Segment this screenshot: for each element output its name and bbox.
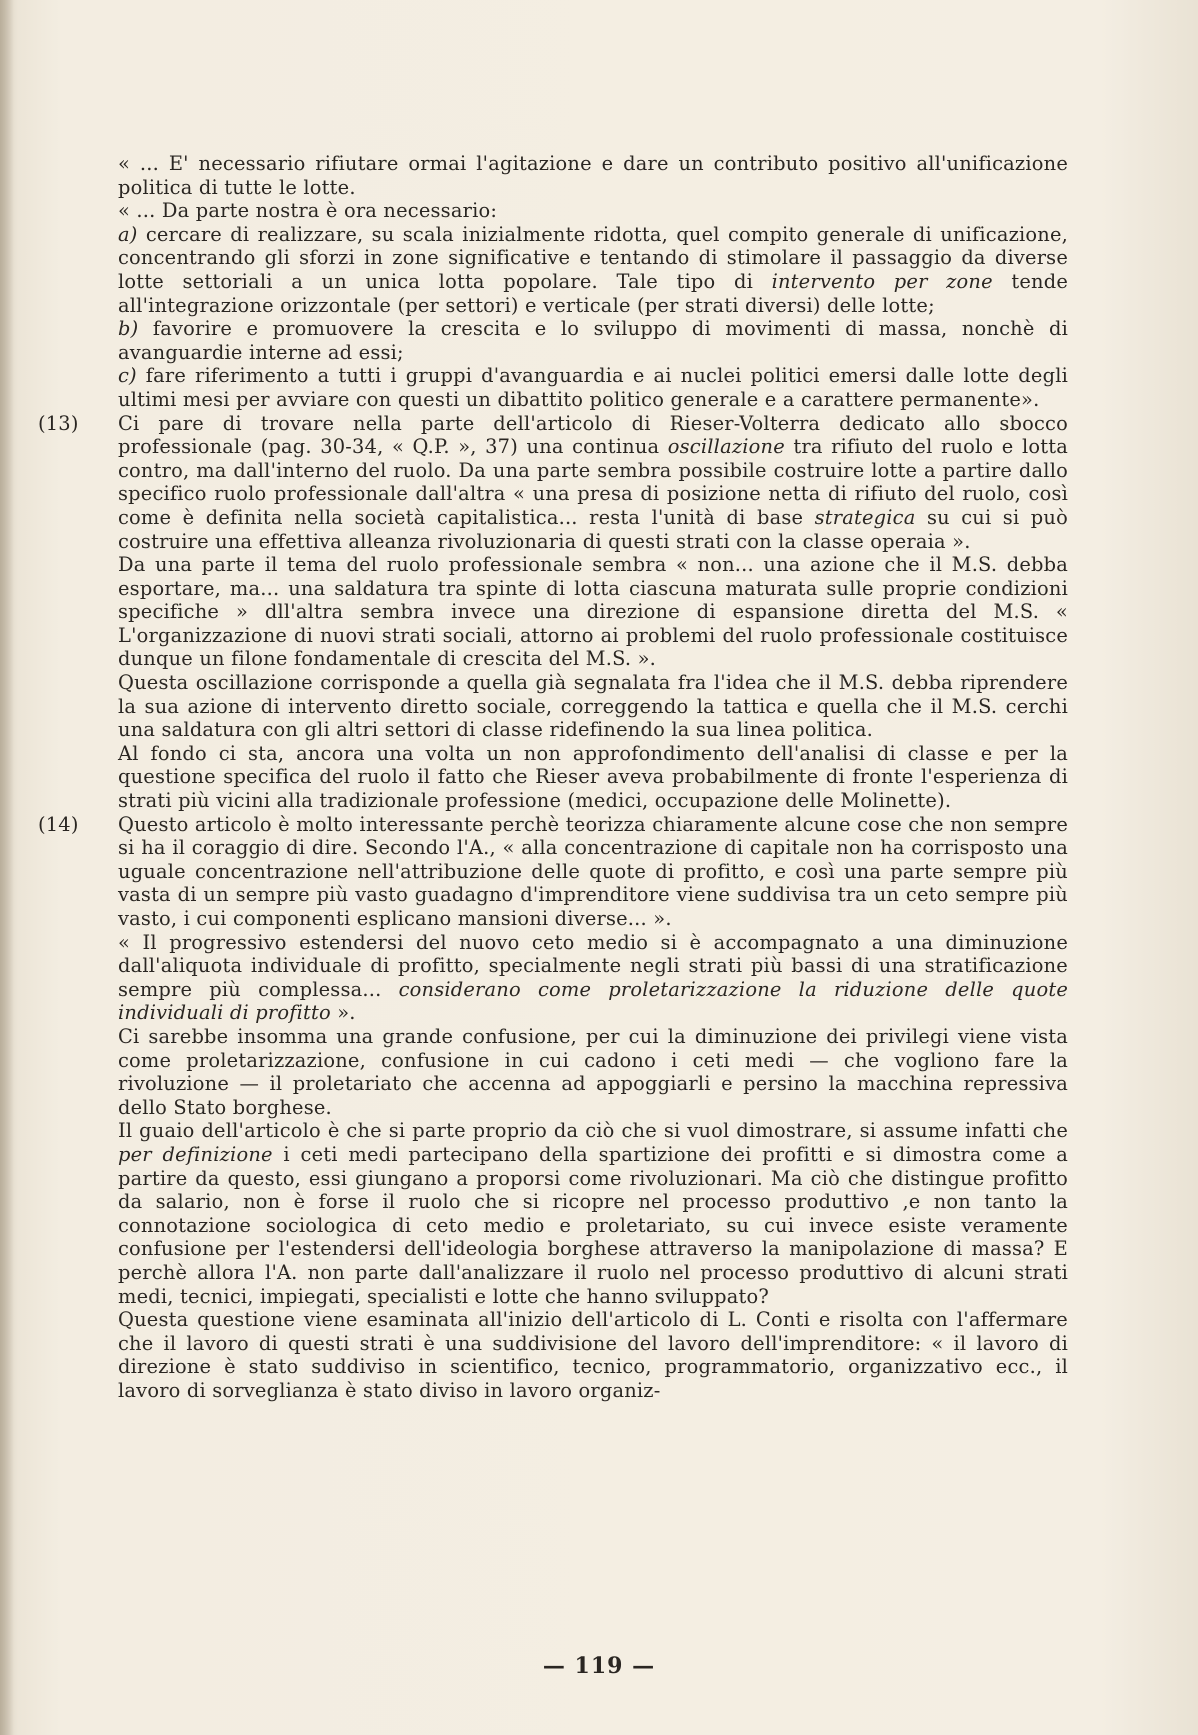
note-number: (13) <box>38 411 79 435</box>
italic-text: intervento per zone <box>771 269 993 293</box>
body-text <box>38 152 1069 1402</box>
note-14-paragraph-5 <box>118 1308 1068 1402</box>
list-text: tende all'integrazione orizzontale (per settori) e verticale (per strati diversi) delle lotte; <box>118 269 1069 317</box>
list-item-c <box>118 364 1068 411</box>
italic-text: considerano come proletarizzazione la riduzione delle quote individuali di profitto <box>118 977 1068 1025</box>
note-text: Questo articolo è molto interessante perchè teorizza chiaramente alcune cose che non sempre si ha il coraggio di dire. Secondo l'A., « alla concentrazione di capitale non ha corrisposto una uguale concentrazione nell'attribuzione delle quote di profitto, e così una parte sempre più vasta di un sempre più vasto guadagno d'imprenditore viene suddivisa tra un ceto sempre più vasto, i cui componenti esplicano mansioni diverse... ». <box>118 812 1068 930</box>
note-text: Il guaio dell'articolo è che si parte proprio da ciò che si vuol dimostrare, si assume infatti che <box>118 1119 1068 1143</box>
note-text: i ceti medi partecipano della spartizione dei profitti e si dimostra come a partire da questo, essi giungano a proporsi come rivoluzionari. Ma ciò che distingue profitto da salario, non è forse il ruolo che si ricopre nel processo produttivo ,e non tanto la connotazione sociologica di ceto medio e proletariato, su cui invece esiste veramente confusione per l'estendersi dell'ideologia borghese attraverso la manipolazione di massa? E perchè allora l'A. non parte dall'analizzare il ruolo nel processo produttivo di alcuni strati medi, tecnici, impiegati, specialisti e lotte che hanno sviluppato? <box>118 1142 1068 1308</box>
note-text: su cui si può costruire una effettiva alleanza rivoluzionaria di questi strati con la classe operaia ». <box>118 505 1068 553</box>
italic-text: oscillazione <box>667 435 785 459</box>
quote-text: « ... E' necessario rifiutare ormai l'agitazione e dare un contributo positivo all'unificazione politica di tutte le lotte. <box>118 152 1068 199</box>
note-text: Questa oscillazione corrisponde a quella già segnalata fra l'idea che il M.S. debba riprendere la sua azione di intervento diretto sociale, correggendo la tattica e quella che il M.S. cerchi una saldatura con gli altri settori di classe ridefinendo la sua linea politica. <box>118 671 1068 742</box>
italic-text: per definizione <box>118 1142 273 1166</box>
note-14-paragraph-1 <box>38 812 1068 931</box>
list-item-b <box>118 317 1068 364</box>
note-14-paragraph-3 <box>118 1025 1068 1119</box>
note-text: ». <box>330 1001 356 1025</box>
list-text: favorire e promuovere la crescita e lo sviluppo di movimenti di massa, nonchè di avanguardie interne ad essi; <box>118 317 1068 364</box>
quote-text: « ... Da parte nostra è ora necessario: <box>118 199 498 223</box>
note-13-paragraph-4 <box>118 742 1068 813</box>
list-marker: a) <box>118 222 138 246</box>
note-text: Questa questione viene esaminata all'inizio dell'articolo di L. Conti e risolta con l'affermare che il lavoro di questi strati è una suddivisione del lavoro dell'imprenditore: « il lavoro di direzione è stato suddiviso in scientifico, tecnico, programmatorio, organizzativo ecc., il lavoro di sorveglianza è stato diviso in lavoro organiz- <box>118 1308 1068 1402</box>
list-text: fare riferimento a tutti i gruppi d'avanguardia e ai nuclei politici emersi dalle lotte degli ultimi mesi per avviare con questi un dibattito politico generale e a carattere permanente». <box>118 364 1068 411</box>
list-item-a <box>118 223 1068 317</box>
page-number: — 119 — <box>542 1653 656 1679</box>
note-text: Ci pare di trovare nella parte dell'articolo di Rieser-Volterra dedicato allo sbocco professionale (pag. 30-34, « Q.P. », 37) una continua <box>118 411 1068 459</box>
note-text: Ci sarebbe insomma una grande confusione, per cui la diminuzione dei privilegi viene vista come proletarizzazione, confusione in cui cadono i ceti medi — che vogliono fare la rivoluzione — il proletariato che accenna ad appoggiarli e persino la macchina repressiva dello Stato borghese. <box>118 1024 1068 1119</box>
quote-paragraph-2 <box>118 199 1068 223</box>
list-marker: c) <box>118 364 137 388</box>
note-13-paragraph-2 <box>118 553 1068 671</box>
note-13-paragraph-3 <box>118 671 1068 742</box>
list-marker: b) <box>118 317 139 341</box>
note-text: « Il progressivo estendersi del nuovo ceto medio si è accompagnato a una diminuzione dall'aliquota individuale di profitto, specialmente negli strati più bassi di una stratificazione sempre più complessa... <box>118 930 1068 1001</box>
page-edge-shadow <box>0 0 14 1735</box>
note-text: Al fondo ci sta, ancora una volta un non approfondimento dell'analisi di classe e per la questione specifica del ruolo il fatto che Rieser aveva probabilmente di fronte l'esperienza di strati più vicini alla tradizionale professione (medici, occupazione delle Molinette). <box>118 741 1068 813</box>
list-text: cercare di realizzare, su scala inizialmente ridotta, quel compito generale di unificazione, concentrando gli sforzi in zone significative e tentando di stimolare il passaggio da diverse lotte settoriali a un unica lotta popolare. Tale tipo di <box>118 222 1068 293</box>
note-text: Da una parte il tema del ruolo professionale sembra « non... una azione che il M.S. debba esportare, ma... una saldatura tra spinte di lotta ciascuna maturata sulle proprie condizioni specifiche » dll'altra sembra invece una direzione di espansione diretta del M.S. « L'organizzazione di nuovi strati sociali, attorno ai problemi del ruolo professionale costituisce dunque un filone fondamentale di crescita del M.S. ». <box>118 553 1068 671</box>
note-number: (14) <box>38 812 79 836</box>
italic-text: strategica <box>814 505 916 529</box>
note-text: tra rifiuto del ruolo e lotta contro, ma dall'interno del ruolo. Da una parte sembra possibile costruire lotte a partire dallo specifico ruolo professionale dall'altra « una presa di posizione netta di rifiuto del ruolo, così come è definita nella società capitalistica... resta l'unità di base <box>118 435 1068 529</box>
note-14-paragraph-2 <box>118 931 1068 1025</box>
quote-paragraph-1 <box>118 152 1068 199</box>
note-14-paragraph-4 <box>118 1119 1068 1308</box>
note-13-paragraph-1 <box>38 411 1068 554</box>
